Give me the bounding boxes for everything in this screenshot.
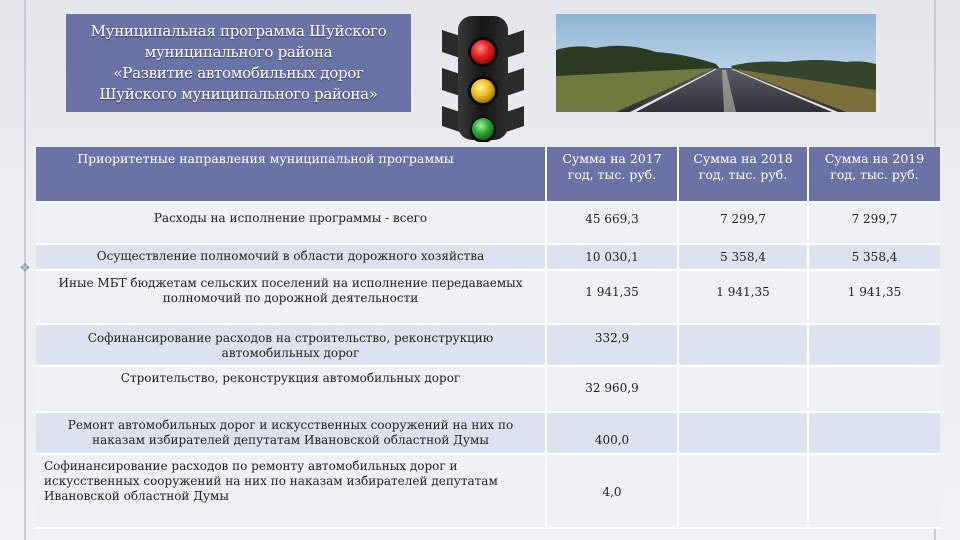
- table-row: [36, 413, 940, 455]
- table-row: [36, 367, 940, 413]
- value-2018: [679, 455, 809, 529]
- frame-ornament-icon: ❖: [19, 261, 31, 276]
- value-2017: 332,9: [547, 325, 679, 367]
- value-2017: 400,0: [547, 413, 679, 455]
- table-row: [36, 245, 940, 271]
- column-header-2017: Сумма на 2017 год, тыс. руб.: [547, 147, 679, 203]
- column-header-2019: Сумма на 2019 год, тыс. руб.: [809, 147, 940, 203]
- row-label: Осуществление полномочий в области дорожного хозяйства: [36, 245, 547, 271]
- value-2017: 10 030,1: [547, 245, 679, 271]
- slide-title: [66, 14, 411, 112]
- column-header-direction: Приоритетные направления муниципальной программы: [36, 147, 547, 203]
- value-2019: 7 299,7: [809, 203, 940, 245]
- row-label: Иные МБТ бюджетам сельских поселений на исполнение передаваемых полномочий по дорожной деятельности: [36, 271, 547, 325]
- row-label: Софинансирование расходов на строительство, реконструкцию автомобильных дорог: [36, 325, 547, 367]
- table-row: [36, 455, 940, 529]
- title-line: Шуйского муниципального района»: [99, 85, 378, 103]
- value-2019: 5 358,4: [809, 245, 940, 271]
- value-2018: [679, 413, 809, 455]
- row-label: Расходы на исполнение программы - всего: [36, 203, 547, 245]
- value-2018: [679, 367, 809, 413]
- table-header-row: [36, 147, 940, 203]
- value-2017: 1 941,35: [547, 271, 679, 325]
- value-2018: 1 941,35: [679, 271, 809, 325]
- traffic-light-icon: [438, 12, 528, 142]
- value-2019: [809, 413, 940, 455]
- row-label: Ремонт автомобильных дорог и искусственных сооружений на них по наказам избирателей депутатам Ивановской областной Думы: [36, 413, 547, 455]
- value-2018: 5 358,4: [679, 245, 809, 271]
- title-line: Муниципальная программа Шуйского: [90, 22, 387, 40]
- row-label: Строительство, реконструкция автомобильных дорог: [36, 367, 547, 413]
- value-2019: [809, 455, 940, 529]
- column-header-2018: Сумма на 2018 год, тыс. руб.: [679, 147, 809, 203]
- title-line: «Развитие автомобильных дорог: [113, 64, 364, 82]
- road-photo: [556, 14, 876, 112]
- title-line: муниципального района: [144, 43, 333, 61]
- table-row: [36, 325, 940, 367]
- value-2017: 4,0: [547, 455, 679, 529]
- row-label: Софинансирование расходов по ремонту автомобильных дорог и искусственных сооружений на них по наказам избирателей депутатам Ивановской областной Думы: [36, 455, 547, 529]
- value-2019: [809, 325, 940, 367]
- value-2017: 32 960,9: [547, 367, 679, 413]
- value-2018: 7 299,7: [679, 203, 809, 245]
- value-2017: 45 669,3: [547, 203, 679, 245]
- budget-table: [36, 147, 940, 529]
- table-row: [36, 203, 940, 245]
- value-2019: [809, 367, 940, 413]
- value-2018: [679, 325, 809, 367]
- value-2019: 1 941,35: [809, 271, 940, 325]
- table-row: [36, 271, 940, 325]
